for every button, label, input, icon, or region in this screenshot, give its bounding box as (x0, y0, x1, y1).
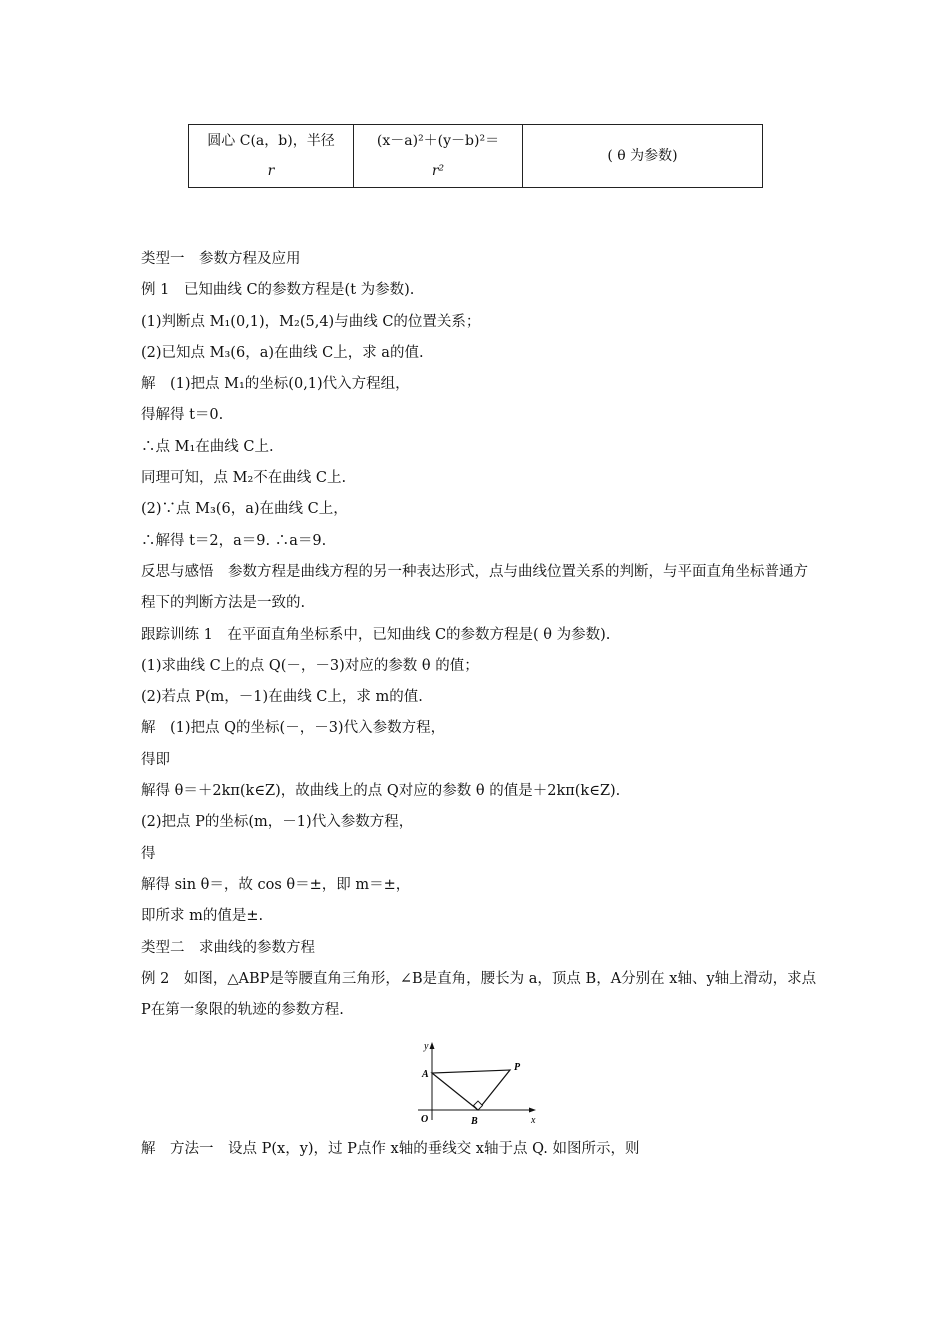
text-line: (2)若点 P(m，－1)在曲线 C上，求 m的值. (141, 689, 423, 706)
text-line: 解得 sin θ＝，故 cos θ＝±，即 m＝±， (141, 876, 411, 893)
section-heading: 类型二 求曲线的参数方程 (141, 939, 315, 956)
text-line: 解 (1)把点 Q的坐标(－，－3)代入参数方程， (141, 720, 446, 737)
text-line: (1)求曲线 C上的点 Q(－，－3)对应的参数 θ 的值； (141, 657, 479, 674)
text-line: 得 (141, 845, 156, 862)
text-line: ∴点 M₁在曲线 C上. (141, 438, 274, 455)
text-line: 解 方法一 设点 P(x，y)，过 P点作 x轴的垂线交 x轴于点 Q. 如图所示，则 (141, 1141, 640, 1157)
text-line: (2)已知点 M₃(6，a)在曲线 C上，求 a的值. (141, 344, 424, 361)
table-cell-standard-equation (354, 125, 523, 188)
text-line: ∴解得 t＝2，a＝9. ∴a＝9. (141, 532, 327, 549)
x-axis-label: x (531, 1115, 536, 1126)
text-line: 同理可知，点 M₂不在曲线 C上. (141, 470, 347, 487)
section-heading: 类型一 参数方程及应用 (141, 251, 301, 267)
text-paragraph: 反思与感悟 参数方程是曲线方程的另一种表达形式，点与曲线位置关系的判断，与平面直角坐标普通方程下的判断方法是一致的. (141, 563, 808, 612)
table-cell-condition (189, 125, 354, 188)
text-line: 解 (1)把点 M₁的坐标(0,1)代入方程组， (141, 376, 410, 393)
y-axis-arrow (430, 1042, 435, 1049)
text-line: 得解得 t＝0. (141, 407, 224, 424)
triangle-abp (432, 1070, 510, 1110)
main-text (141, 244, 821, 1026)
table-cell-parametric-equation (523, 125, 763, 188)
circle-parametric-table (188, 124, 763, 188)
cell-text: r² (431, 163, 445, 179)
point-b-label: B (471, 1116, 478, 1126)
cell-text: 圆心 C(a，b)，半径 (207, 133, 335, 149)
table-row (189, 125, 763, 188)
right-angle-marker (474, 1101, 483, 1110)
cell-text: ( θ 为参数) (607, 148, 678, 164)
text-line: (1)判断点 M₁(0,1)，M₂(5,4)与曲线 C的位置关系； (141, 313, 481, 330)
text-line: 即所求 m的值是±. (141, 908, 264, 925)
cell-text: r (267, 163, 275, 179)
text-paragraph: 例 2 如图，△ABP是等腰直角三角形，∠B是直角，腰长为 a，顶点 B，A分别在 x轴、y轴上滑动，求点 P在第一象限的轨迹的参数方程. (141, 970, 817, 1019)
text-line: (2)把点 P的坐标(m，－1)代入参数方程， (141, 814, 414, 831)
text-line: 解得 θ＝＋2kπ(k∈Z)，故曲线上的点 Q对应的参数 θ 的值是＋2kπ(k∈Z). (141, 783, 621, 800)
y-axis-label: y (424, 1041, 429, 1052)
origin-label: O (421, 1114, 429, 1125)
point-p-label: P (514, 1062, 521, 1073)
triangle-figure (410, 1036, 550, 1126)
point-a-label: A (422, 1069, 429, 1080)
text-line: 例 1 已知曲线 C的参数方程是(t 为参数). (141, 282, 415, 299)
x-axis-arrow (529, 1108, 536, 1113)
cell-text: (x－a)²＋(y－b)²＝ (376, 133, 500, 149)
text-line: (2)∵点 M₃(6，a)在曲线 C上， (141, 501, 348, 518)
text-line: 跟踪训练 1 在平面直角坐标系中，已知曲线 C的参数方程是( θ 为参数). (141, 626, 611, 643)
text-line: 得即 (141, 751, 170, 768)
